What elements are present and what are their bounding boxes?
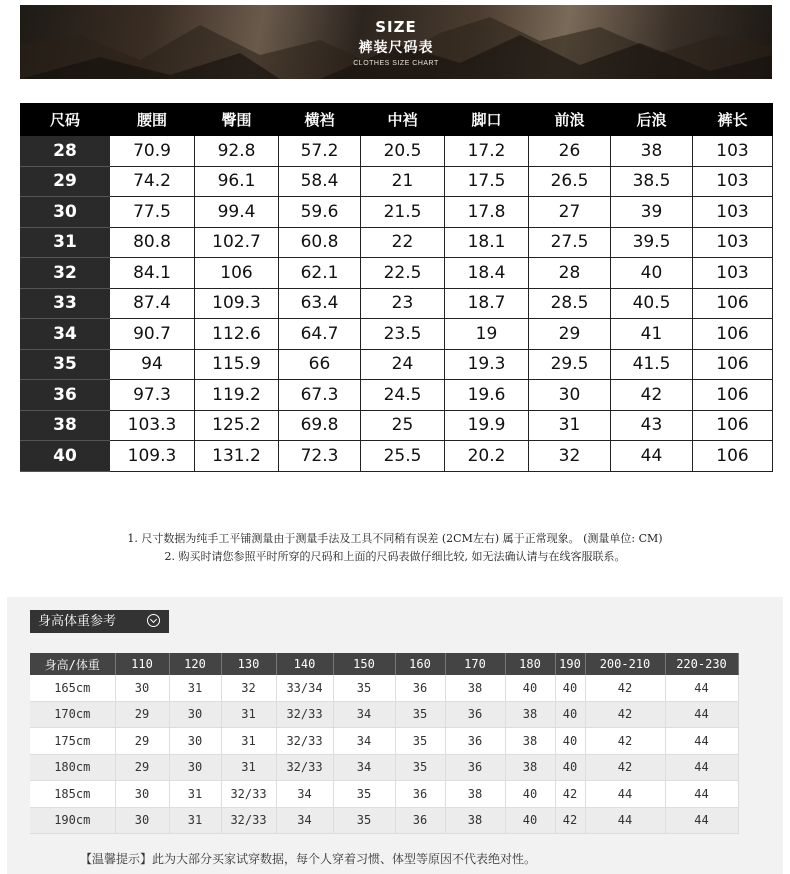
size-value-cell: 24 xyxy=(361,349,445,380)
size-value-cell: 19.3 xyxy=(445,349,529,380)
size-value-cell: 103 xyxy=(693,258,773,289)
recommended-size-cell: 40 xyxy=(555,701,585,728)
size-chart-column-header: 前浪 xyxy=(529,104,611,136)
height-label-cell: 180cm xyxy=(30,754,115,781)
size-chart-column-header: 腰围 xyxy=(110,104,195,136)
recommended-size-cell: 38 xyxy=(505,728,555,755)
size-value-cell: 43 xyxy=(611,410,693,441)
size-value-cell: 21.5 xyxy=(361,197,445,228)
banner-subtitle: 裤装尺码表 xyxy=(358,40,434,56)
size-value-cell: 39.5 xyxy=(611,227,693,258)
recommended-size-cell: 44 xyxy=(665,754,738,781)
weight-column-header: 190 xyxy=(555,653,585,675)
recommended-size-cell: 34 xyxy=(276,807,333,834)
weight-column-header: 160 xyxy=(395,653,445,675)
size-value-cell: 29 xyxy=(529,319,611,350)
recommended-size-cell: 35 xyxy=(395,754,445,781)
recommended-size-cell: 42 xyxy=(555,781,585,808)
recommended-size-cell: 44 xyxy=(585,807,665,834)
size-value-cell: 58.4 xyxy=(279,166,361,197)
recommended-size-cell: 42 xyxy=(585,701,665,728)
recommended-size-cell: 31 xyxy=(221,754,276,781)
height-row xyxy=(30,781,738,808)
size-value-cell: 21 xyxy=(361,166,445,197)
recommended-size-cell: 44 xyxy=(585,781,665,808)
recommended-size-cell: 35 xyxy=(395,728,445,755)
recommended-size-cell: 42 xyxy=(585,675,665,701)
recommended-size-cell: 36 xyxy=(395,807,445,834)
recommended-size-cell: 40 xyxy=(505,781,555,808)
size-label-cell: 40 xyxy=(21,441,110,472)
size-value-cell: 87.4 xyxy=(110,288,195,319)
recommended-size-cell: 38 xyxy=(505,754,555,781)
size-value-cell: 38 xyxy=(611,136,693,167)
height-weight-header-row xyxy=(30,653,738,675)
recommended-size-cell: 44 xyxy=(665,728,738,755)
size-value-cell: 22.5 xyxy=(361,258,445,289)
height-weight-reference-section xyxy=(7,597,783,874)
size-chart-column-header: 脚口 xyxy=(445,104,529,136)
recommended-size-cell: 30 xyxy=(169,728,221,755)
recommended-size-cell: 32/33 xyxy=(221,781,276,808)
recommended-size-cell: 42 xyxy=(555,807,585,834)
size-label-cell: 36 xyxy=(21,380,110,411)
size-value-cell: 119.2 xyxy=(195,380,279,411)
recommended-size-cell: 38 xyxy=(505,701,555,728)
size-chart-row xyxy=(21,349,773,380)
size-value-cell: 106 xyxy=(195,258,279,289)
size-chart-header-row xyxy=(21,104,773,136)
recommended-size-cell: 44 xyxy=(665,701,738,728)
size-value-cell: 94 xyxy=(110,349,195,380)
recommended-size-cell: 34 xyxy=(333,701,395,728)
recommended-size-cell: 31 xyxy=(221,701,276,728)
size-value-cell: 103 xyxy=(693,197,773,228)
recommended-size-cell: 30 xyxy=(169,754,221,781)
size-value-cell: 106 xyxy=(693,441,773,472)
height-label-cell: 190cm xyxy=(30,807,115,834)
recommended-size-cell: 29 xyxy=(115,754,169,781)
note-line-2: 2. 购买时请您参照平时所穿的尺码和上面的尺码表做仔细比较, 如无法确认请与在线客服联系。 xyxy=(164,550,626,563)
recommended-size-cell: 42 xyxy=(585,754,665,781)
size-value-cell: 40 xyxy=(611,258,693,289)
recommended-size-cell: 32/33 xyxy=(221,807,276,834)
size-value-cell: 70.9 xyxy=(110,136,195,167)
size-chart-row xyxy=(21,136,773,167)
weight-column-header: 身高/体重 xyxy=(30,653,115,675)
height-row xyxy=(30,754,738,781)
height-label-cell: 175cm xyxy=(30,728,115,755)
size-value-cell: 31 xyxy=(529,410,611,441)
chevron-down-icon xyxy=(147,614,160,627)
size-value-cell: 106 xyxy=(693,319,773,350)
weight-column-header: 140 xyxy=(276,653,333,675)
size-value-cell: 24.5 xyxy=(361,380,445,411)
recommended-size-cell: 35 xyxy=(333,675,395,701)
size-value-cell: 67.3 xyxy=(279,380,361,411)
size-value-cell: 63.4 xyxy=(279,288,361,319)
header-banner xyxy=(20,5,772,79)
warm-tip: 【温馨提示】此为大部分买家试穿数据，每个人穿着习惯、体型等原因不代表绝对性。 xyxy=(80,852,537,866)
size-value-cell: 74.2 xyxy=(110,166,195,197)
recommended-size-cell: 38 xyxy=(445,675,505,701)
recommended-size-cell: 30 xyxy=(115,675,169,701)
size-value-cell: 18.1 xyxy=(445,227,529,258)
recommended-size-cell: 30 xyxy=(115,807,169,834)
size-value-cell: 59.6 xyxy=(279,197,361,228)
size-label-cell: 30 xyxy=(21,197,110,228)
size-chart-row xyxy=(21,441,773,472)
recommended-size-cell: 32/33 xyxy=(276,754,333,781)
size-value-cell: 96.1 xyxy=(195,166,279,197)
size-chart-row xyxy=(21,227,773,258)
weight-column-header: 180 xyxy=(505,653,555,675)
recommended-size-cell: 36 xyxy=(445,701,505,728)
recommended-size-cell: 38 xyxy=(445,781,505,808)
size-value-cell: 42 xyxy=(611,380,693,411)
recommended-size-cell: 35 xyxy=(333,807,395,834)
size-value-cell: 106 xyxy=(693,410,773,441)
recommended-size-cell: 33/34 xyxy=(276,675,333,701)
recommended-size-cell: 36 xyxy=(445,728,505,755)
recommended-size-cell: 35 xyxy=(395,701,445,728)
size-value-cell: 106 xyxy=(693,349,773,380)
recommended-size-cell: 31 xyxy=(169,781,221,808)
size-label-cell: 31 xyxy=(21,227,110,258)
size-value-cell: 29.5 xyxy=(529,349,611,380)
size-value-cell: 19 xyxy=(445,319,529,350)
size-value-cell: 66 xyxy=(279,349,361,380)
recommended-size-cell: 36 xyxy=(445,754,505,781)
size-label-cell: 29 xyxy=(21,166,110,197)
size-value-cell: 19.6 xyxy=(445,380,529,411)
size-label-cell: 32 xyxy=(21,258,110,289)
size-chart-column-header: 中裆 xyxy=(361,104,445,136)
recommended-size-cell: 31 xyxy=(221,728,276,755)
size-value-cell: 20.2 xyxy=(445,441,529,472)
recommended-size-cell: 36 xyxy=(395,675,445,701)
size-value-cell: 92.8 xyxy=(195,136,279,167)
banner-title: SIZE xyxy=(375,18,417,36)
recommended-size-cell: 44 xyxy=(665,807,738,834)
size-value-cell: 64.7 xyxy=(279,319,361,350)
size-chart-column-header: 裤长 xyxy=(693,104,773,136)
weight-column-header: 110 xyxy=(115,653,169,675)
size-value-cell: 39 xyxy=(611,197,693,228)
size-value-cell: 30 xyxy=(529,380,611,411)
size-value-cell: 112.6 xyxy=(195,319,279,350)
size-label-cell: 34 xyxy=(21,319,110,350)
recommended-size-cell: 38 xyxy=(445,807,505,834)
size-value-cell: 109.3 xyxy=(195,288,279,319)
size-value-cell: 84.1 xyxy=(110,258,195,289)
weight-column-header: 150 xyxy=(333,653,395,675)
size-chart-table xyxy=(20,103,773,472)
size-value-cell: 17.5 xyxy=(445,166,529,197)
measurement-notes xyxy=(0,530,790,566)
recommended-size-cell: 31 xyxy=(169,807,221,834)
recommended-size-cell: 34 xyxy=(333,754,395,781)
size-label-cell: 28 xyxy=(21,136,110,167)
reference-title-label: 身高体重参考 xyxy=(38,614,117,629)
recommended-size-cell: 29 xyxy=(115,728,169,755)
size-value-cell: 27.5 xyxy=(529,227,611,258)
size-value-cell: 99.4 xyxy=(195,197,279,228)
size-chart-row xyxy=(21,319,773,350)
recommended-size-cell: 42 xyxy=(585,728,665,755)
size-chart-row xyxy=(21,288,773,319)
banner-english-subtitle: CLOTHES SIZE CHART xyxy=(353,60,439,67)
size-value-cell: 131.2 xyxy=(195,441,279,472)
size-value-cell: 18.4 xyxy=(445,258,529,289)
size-label-cell: 38 xyxy=(21,410,110,441)
size-value-cell: 38.5 xyxy=(611,166,693,197)
recommended-size-cell: 40 xyxy=(555,675,585,701)
size-value-cell: 17.8 xyxy=(445,197,529,228)
size-value-cell: 72.3 xyxy=(279,441,361,472)
recommended-size-cell: 29 xyxy=(115,701,169,728)
size-value-cell: 125.2 xyxy=(195,410,279,441)
size-value-cell: 32 xyxy=(529,441,611,472)
weight-column-header: 130 xyxy=(221,653,276,675)
reference-title-button[interactable] xyxy=(30,610,169,633)
recommended-size-cell: 31 xyxy=(169,675,221,701)
size-value-cell: 17.2 xyxy=(445,136,529,167)
size-chart-column-header: 横裆 xyxy=(279,104,361,136)
size-chart-column-header: 后浪 xyxy=(611,104,693,136)
size-chart-row xyxy=(21,258,773,289)
recommended-size-cell: 32/33 xyxy=(276,701,333,728)
weight-column-header: 120 xyxy=(169,653,221,675)
recommended-size-cell: 40 xyxy=(505,675,555,701)
size-value-cell: 115.9 xyxy=(195,349,279,380)
size-chart-column-header: 臀围 xyxy=(195,104,279,136)
note-line-1: 1. 尺寸数据为纯手工平铺测量由于测量手法及工具不同稍有误差 (2CM左右) 属于正常现象。 (测量单位: CM) xyxy=(127,532,663,545)
size-label-cell: 35 xyxy=(21,349,110,380)
size-chart-row xyxy=(21,380,773,411)
height-label-cell: 165cm xyxy=(30,675,115,701)
size-value-cell: 28.5 xyxy=(529,288,611,319)
recommended-size-cell: 36 xyxy=(395,781,445,808)
size-value-cell: 60.8 xyxy=(279,227,361,258)
size-value-cell: 106 xyxy=(693,380,773,411)
size-value-cell: 44 xyxy=(611,441,693,472)
size-value-cell: 62.1 xyxy=(279,258,361,289)
weight-column-header: 170 xyxy=(445,653,505,675)
recommended-size-cell: 30 xyxy=(115,781,169,808)
height-row xyxy=(30,701,738,728)
weight-column-header: 200-210 xyxy=(585,653,665,675)
recommended-size-cell: 44 xyxy=(665,675,738,701)
recommended-size-cell: 34 xyxy=(333,728,395,755)
size-value-cell: 97.3 xyxy=(110,380,195,411)
size-value-cell: 25.5 xyxy=(361,441,445,472)
size-value-cell: 26 xyxy=(529,136,611,167)
size-value-cell: 102.7 xyxy=(195,227,279,258)
size-value-cell: 41.5 xyxy=(611,349,693,380)
size-chart-row xyxy=(21,166,773,197)
height-label-cell: 170cm xyxy=(30,701,115,728)
size-value-cell: 57.2 xyxy=(279,136,361,167)
recommended-size-cell: 40 xyxy=(555,754,585,781)
size-value-cell: 77.5 xyxy=(110,197,195,228)
size-value-cell: 22 xyxy=(361,227,445,258)
size-value-cell: 23.5 xyxy=(361,319,445,350)
size-value-cell: 69.8 xyxy=(279,410,361,441)
size-value-cell: 23 xyxy=(361,288,445,319)
size-value-cell: 80.8 xyxy=(110,227,195,258)
recommended-size-cell: 32/33 xyxy=(276,728,333,755)
recommended-size-cell: 44 xyxy=(665,781,738,808)
size-value-cell: 103 xyxy=(693,227,773,258)
recommended-size-cell: 35 xyxy=(333,781,395,808)
height-weight-table xyxy=(30,653,739,834)
size-value-cell: 41 xyxy=(611,319,693,350)
size-value-cell: 26.5 xyxy=(529,166,611,197)
size-chart-column-header: 尺码 xyxy=(21,104,110,136)
size-value-cell: 109.3 xyxy=(110,441,195,472)
height-row xyxy=(30,675,738,701)
size-chart-row xyxy=(21,410,773,441)
height-label-cell: 185cm xyxy=(30,781,115,808)
size-value-cell: 90.7 xyxy=(110,319,195,350)
recommended-size-cell: 30 xyxy=(169,701,221,728)
recommended-size-cell: 34 xyxy=(276,781,333,808)
size-value-cell: 103.3 xyxy=(110,410,195,441)
size-value-cell: 20.5 xyxy=(361,136,445,167)
size-value-cell: 103 xyxy=(693,166,773,197)
height-row xyxy=(30,728,738,755)
recommended-size-cell: 32 xyxy=(221,675,276,701)
height-row xyxy=(30,807,738,834)
size-value-cell: 27 xyxy=(529,197,611,228)
size-value-cell: 28 xyxy=(529,258,611,289)
size-value-cell: 106 xyxy=(693,288,773,319)
size-value-cell: 40.5 xyxy=(611,288,693,319)
size-value-cell: 19.9 xyxy=(445,410,529,441)
size-value-cell: 103 xyxy=(693,136,773,167)
size-value-cell: 18.7 xyxy=(445,288,529,319)
recommended-size-cell: 40 xyxy=(555,728,585,755)
size-label-cell: 33 xyxy=(21,288,110,319)
weight-column-header: 220-230 xyxy=(665,653,738,675)
size-value-cell: 25 xyxy=(361,410,445,441)
size-chart-row xyxy=(21,197,773,228)
recommended-size-cell: 40 xyxy=(505,807,555,834)
